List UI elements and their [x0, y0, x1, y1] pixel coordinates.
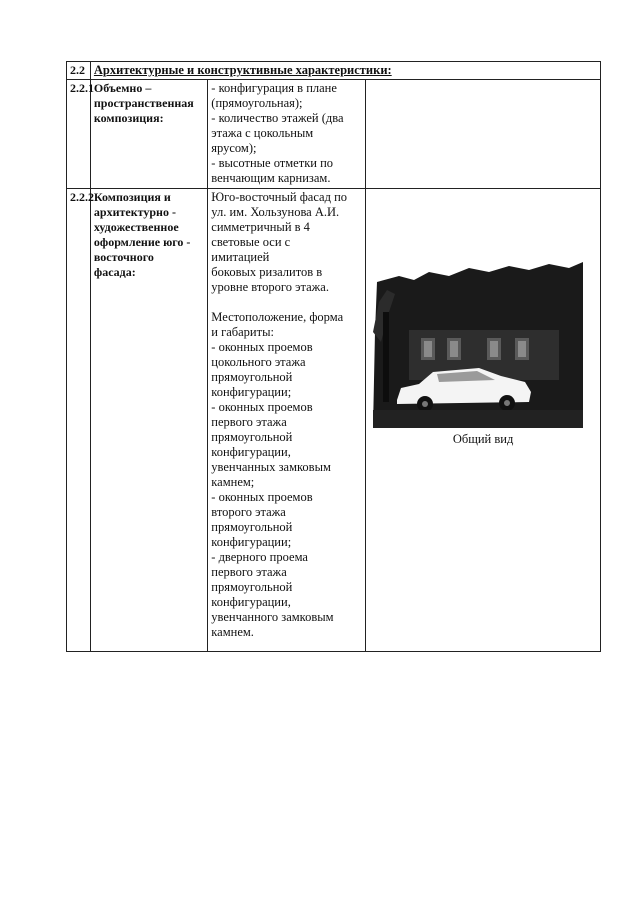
row-description [208, 189, 366, 652]
description-line: прямоугольной [211, 580, 293, 594]
facade-photo [369, 242, 587, 428]
section-number: 2.2 [67, 62, 91, 80]
description-line: прямоугольной [211, 520, 293, 534]
row-name-line: художественное [93, 220, 179, 234]
description-line: увенчанных замковым [211, 460, 331, 474]
description-line: - оконных проемов [211, 400, 313, 414]
description-line: - оконных проемов [211, 340, 313, 354]
description-line: конфигурации; [211, 385, 292, 399]
description-line: - количество этажей (два [211, 111, 344, 125]
row-name-line: восточного [93, 250, 154, 264]
description-line: имитацией [211, 250, 270, 264]
description-line: конфигурации, [211, 595, 291, 609]
row-image-cell-empty [366, 80, 601, 189]
section-header-row [67, 62, 601, 80]
description-line: конфигурации, [211, 445, 291, 459]
description-line: (прямоугольная); [211, 96, 303, 110]
description-line: - конфигурация в плане [211, 81, 337, 95]
description-line: камнем. [211, 625, 254, 639]
description-line: венчающим карнизам. [211, 171, 331, 185]
row-name-line: архитектурно - [93, 205, 176, 219]
description-line: боковых ризалитов в [211, 265, 323, 279]
table-row [67, 80, 601, 189]
row-name-line: Объемно – [93, 81, 152, 95]
description-line: Юго-восточный фасад по [211, 190, 348, 204]
section-title-cell [90, 62, 600, 80]
description-line: симметричный в 4 [211, 220, 310, 234]
row-name-line: пространственная [93, 96, 194, 110]
description-line: ул. им. Хользунова А.И. [211, 205, 340, 219]
description-line: первого этажа [211, 565, 287, 579]
description-line: уровне второго этажа. [211, 280, 329, 294]
photo-caption: Общий вид [452, 432, 514, 446]
row-name-line: фасада: [93, 265, 136, 279]
description-line: и габариты: [211, 325, 274, 339]
facade-photo-image [369, 242, 587, 428]
table-row [67, 189, 601, 652]
description-line: второго этажа [211, 505, 286, 519]
row-name-line: оформление юго - [93, 235, 191, 249]
row-name [90, 189, 207, 652]
description-line: световые оси с [211, 235, 291, 249]
row-number: 2.2.1 [67, 80, 91, 189]
description-line: цокольного этажа [211, 355, 306, 369]
description-line: Местоположение, форма [211, 310, 344, 324]
description-line: конфигурации; [211, 535, 292, 549]
paragraph-gap [211, 295, 362, 310]
description-line: ярусом); [211, 141, 257, 155]
description-line: первого этажа [211, 415, 287, 429]
description-line: - дверного проема [211, 550, 308, 564]
description-line: увенчанного замковым [211, 610, 334, 624]
characteristics-table [66, 61, 601, 652]
description-line: камнем; [211, 475, 255, 489]
row-number: 2.2.2 [67, 189, 91, 652]
description-line: прямоугольной [211, 370, 293, 384]
row-name-line: Композиция и [93, 190, 171, 204]
section-title: Архитектурные и конструктивные характеристики: [93, 63, 392, 77]
row-image-cell [366, 189, 601, 652]
description-line: - высотные отметки по [211, 156, 334, 170]
description-line: прямоугольной [211, 430, 293, 444]
row-name-line: композиция: [93, 111, 164, 125]
row-name [90, 80, 207, 189]
row-description [208, 80, 366, 189]
description-line: этажа с цокольным [211, 126, 314, 140]
description-line: - оконных проемов [211, 490, 313, 504]
